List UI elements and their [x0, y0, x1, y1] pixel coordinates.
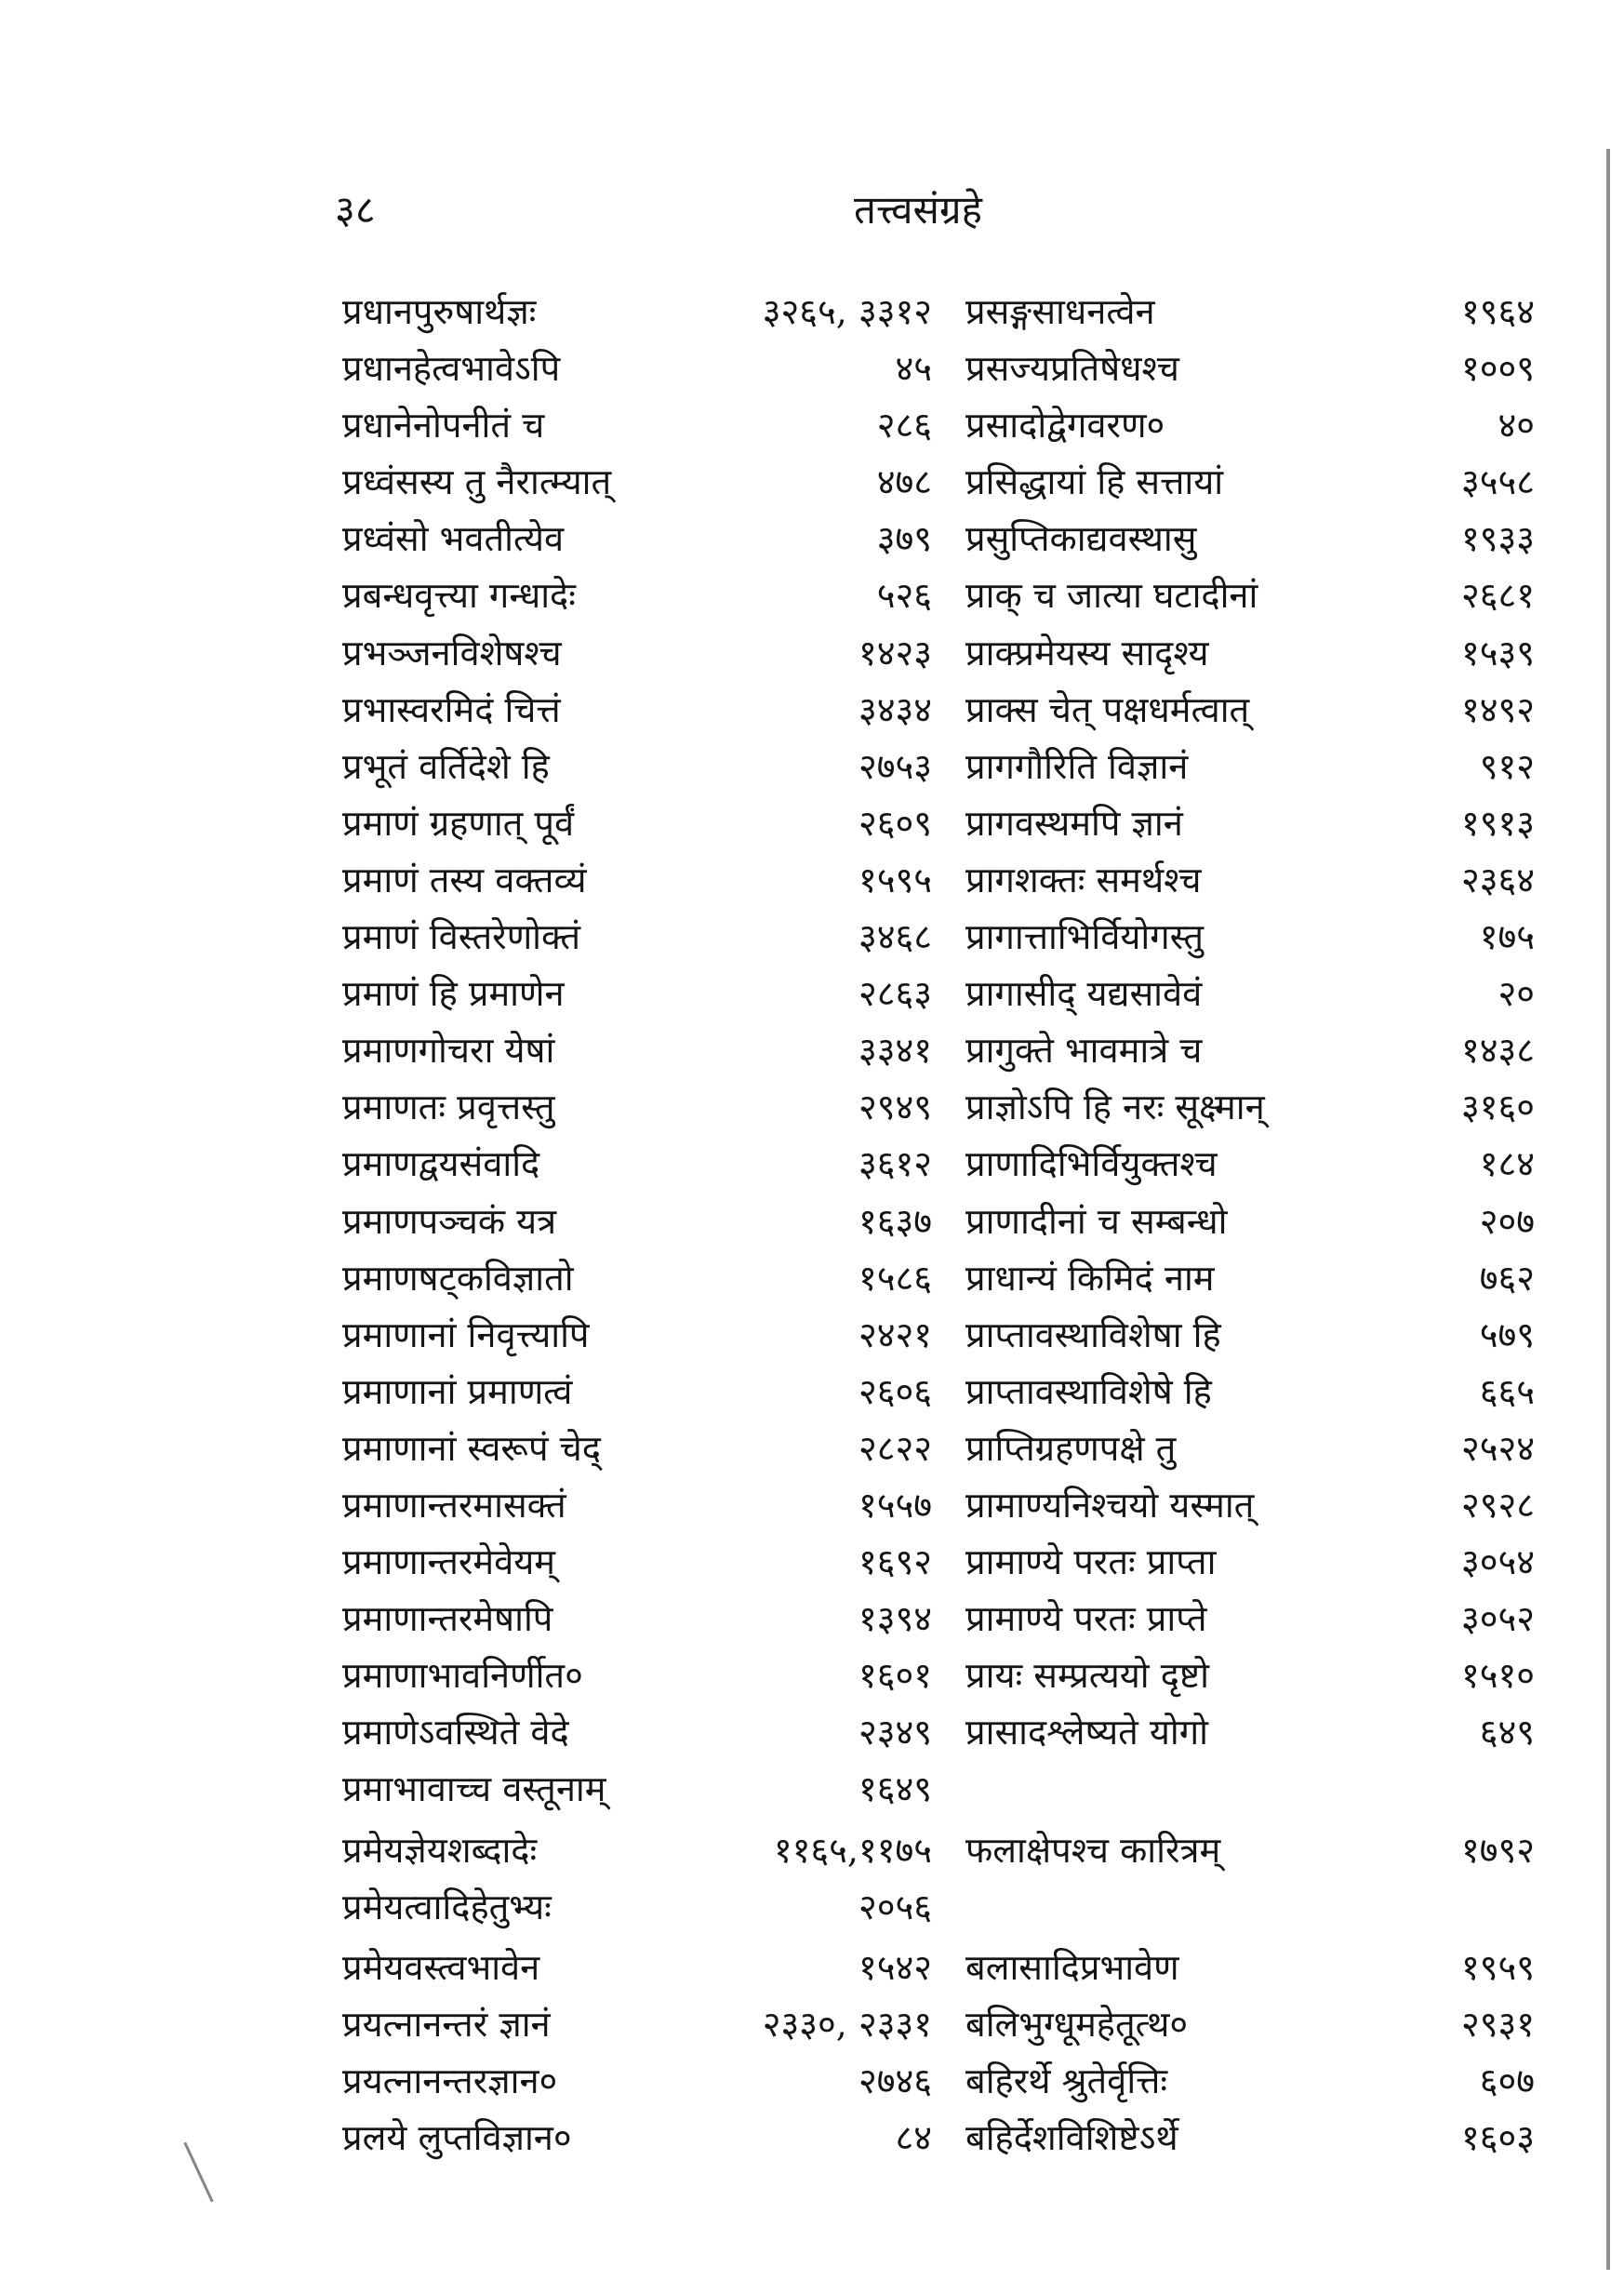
- entry-number-right: १७५: [1479, 916, 1535, 958]
- entry-term-right: प्रागगौरिति विज्ञानं: [965, 745, 1189, 787]
- entry-term-left: प्रमाणान्तरमासक्तं: [342, 1484, 566, 1526]
- entry-number-right: १६०३: [1460, 2117, 1535, 2158]
- index-row: [0, 1996, 1624, 2053]
- entry-term-right: प्राप्तावस्थाविशेषा हि: [965, 1313, 1221, 1355]
- index-row: [0, 1591, 1624, 1647]
- entry-term-right: प्रसज्यप्रतिषेधश्च: [965, 348, 1179, 390]
- entry-term-left: प्रमाणान्तरमेषापि: [342, 1598, 553, 1640]
- index-row: [0, 852, 1624, 909]
- entry-number-left: १५९५: [858, 859, 932, 900]
- index-row: [0, 1822, 1624, 1879]
- entry-term-left: प्रमाणं तस्य वक्तव्यं: [342, 859, 587, 900]
- entry-number-left: १३९४: [858, 1598, 932, 1640]
- entry-term-left: प्रमेयज्ञेयशब्दादेः: [342, 1829, 538, 1871]
- entry-number-right: १९१३: [1460, 802, 1535, 844]
- entry-number-left: ३४३४: [858, 688, 932, 730]
- entry-number-right: ६४९: [1479, 1712, 1535, 1753]
- entry-number-right: १५३९: [1460, 632, 1535, 673]
- entry-number-left: १४२३: [858, 632, 932, 673]
- entry-term-right: प्रसादोद्वेगवरण०: [965, 405, 1165, 447]
- entry-number-right: १४३८: [1460, 1030, 1535, 1072]
- entry-term-left: प्रबन्धवृत्त्या गन्धादेः: [342, 575, 576, 617]
- index-row: [0, 567, 1624, 624]
- entry-term-left: प्रमाभावाच्च वस्तूनाम्: [342, 1768, 606, 1810]
- entry-term-right: प्राप्तिग्रहणपक्षे तु: [965, 1427, 1177, 1469]
- entry-term-right: प्रागात्ताभिर्वियोगस्तु: [965, 916, 1205, 958]
- entry-term-right: प्राणादिभिर्वियुक्तश्च: [965, 1143, 1218, 1185]
- entry-term-left: प्रभञ्जनविशेषश्च: [342, 632, 562, 673]
- entry-number-left: ११६५,११७५: [773, 1829, 932, 1871]
- entry-term-right: बहिरर्थे श्रुतेर्वृत्तिः: [965, 2060, 1168, 2101]
- entry-term-right: प्रामाण्ये परतः प्राप्ता: [965, 1541, 1217, 1583]
- index-row: [0, 1879, 1624, 1936]
- entry-term-left: प्रधानेनोपनीतं च: [342, 405, 545, 447]
- entry-number-left: २०५६: [858, 1886, 932, 1927]
- entry-number-right: १८४: [1479, 1143, 1535, 1185]
- entry-term-left: प्रमाणषट्कविज्ञातो: [342, 1257, 574, 1299]
- index-row: [0, 1250, 1624, 1307]
- entry-term-right: प्रामाण्ये परतः प्राप्ते: [965, 1598, 1207, 1640]
- entry-term-left: प्रभास्वरमिदं चित्तं: [342, 688, 561, 730]
- entry-number-left: २३३०, २३३१: [762, 2003, 932, 2045]
- index-row: [0, 682, 1624, 739]
- entry-number-left: ३३४१: [858, 1030, 932, 1072]
- entry-term-left: प्रभूतं वर्तिदेशे हि: [342, 745, 550, 787]
- entry-term-right: बलासादिप्रभावेण: [965, 1946, 1179, 1988]
- entry-term-right: प्रसिद्धायां हि सत्तायां: [965, 461, 1224, 503]
- entry-term-right: प्राक्स चेत् पक्षधर्मत्वात्: [965, 688, 1250, 730]
- index-row: [0, 1761, 1624, 1818]
- entry-term-right: बहिर्देशविशिष्टेऽर्थे: [965, 2117, 1178, 2158]
- entry-number-left: ८४: [895, 2117, 932, 2158]
- entry-term-left: प्रयत्नानन्तरं ज्ञानं: [342, 2003, 551, 2045]
- entry-number-left: १६३७: [858, 1200, 932, 1242]
- page-header: [0, 182, 1624, 247]
- entry-number-left: ३६१२: [858, 1143, 932, 1185]
- entry-term-right: प्राज्ञोऽपि हि नरः सूक्ष्मान्: [965, 1087, 1265, 1128]
- index-row: [0, 1940, 1624, 1996]
- entry-number-right: १४९२: [1460, 688, 1535, 730]
- entry-term-left: प्रधानहेत्वभावेऽपि: [342, 348, 561, 390]
- entry-term-right: फलाक्षेपश्च कारित्रम्: [965, 1829, 1221, 1871]
- index-row: [0, 1534, 1624, 1591]
- entry-term-right: बलिभुग्धूमहेतूत्थ०: [965, 2003, 1189, 2045]
- entry-number-left: २३४९: [858, 1712, 932, 1753]
- entry-number-right: ६०७: [1479, 2060, 1535, 2101]
- entry-term-left: प्रध्वंसो भवतीत्येव: [342, 518, 565, 560]
- index-row: [0, 454, 1624, 511]
- entry-number-left: २९४९: [858, 1087, 932, 1128]
- index-row: [0, 795, 1624, 852]
- entry-number-right: ३०५४: [1460, 1541, 1535, 1583]
- entry-term-left: प्रमेयत्वादिहेतुभ्यः: [342, 1886, 552, 1927]
- entry-number-right: ३१६०: [1460, 1087, 1535, 1128]
- scan-mark: [1606, 149, 1610, 2270]
- entry-term-right: प्रागासीद् यद्यसावेवं: [965, 973, 1203, 1015]
- entry-number-right: १७९२: [1460, 1829, 1535, 1871]
- entry-term-right: प्राणादीनां च सम्बन्धो: [965, 1200, 1228, 1242]
- entry-number-left: १५८६: [858, 1257, 932, 1299]
- index-row: [0, 739, 1624, 795]
- entry-number-left: १५४२: [858, 1946, 932, 1988]
- index-row: [0, 625, 1624, 682]
- index-row: [0, 2053, 1624, 2110]
- running-title: तत्त्वसंग्रहे: [854, 187, 982, 233]
- entry-number-right: १९५९: [1460, 1946, 1535, 1988]
- entry-term-left: प्रमाणं हि प्रमाणेन: [342, 973, 565, 1015]
- entry-term-left: प्रमाणगोचरा येषां: [342, 1030, 555, 1072]
- entry-number-right: २०७: [1479, 1200, 1535, 1242]
- entry-number-left: ३४६८: [858, 916, 932, 958]
- index-row: [0, 340, 1624, 397]
- entry-number-right: २६८१: [1460, 575, 1535, 617]
- entry-number-right: ३०५२: [1460, 1598, 1535, 1640]
- entry-term-right: प्रसङ्गसाधनत्वेन: [965, 291, 1155, 332]
- entry-number-left: २८६३: [858, 973, 932, 1015]
- index-row: [0, 1193, 1624, 1250]
- entry-number-left: १५५७: [858, 1484, 932, 1526]
- entry-term-right: प्रागुक्ते भावमात्रे च: [965, 1030, 1203, 1072]
- entry-number-left: ३२६५, ३३१२: [762, 291, 932, 332]
- entry-term-right: प्रागवस्थमपि ज्ञानं: [965, 802, 1183, 844]
- entry-term-left: प्रमाणेऽवस्थिते वेदे: [342, 1712, 569, 1753]
- entry-term-right: प्राक्प्रमेयस्य सादृश्य: [965, 632, 1209, 673]
- entry-number-right: १५१०: [1460, 1655, 1535, 1697]
- index-row: [0, 1307, 1624, 1364]
- index-row: [0, 397, 1624, 454]
- entry-number-right: ४०: [1498, 405, 1535, 447]
- entry-number-left: २६०९: [858, 802, 932, 844]
- entry-number-right: १००९: [1460, 348, 1535, 390]
- index-row: [0, 909, 1624, 966]
- index-row: [0, 966, 1624, 1022]
- entry-number-right: ६६५: [1479, 1370, 1535, 1412]
- index-row: [0, 1079, 1624, 1136]
- entry-term-left: प्रमाणं विस्तरेणोक्तं: [342, 916, 581, 958]
- entry-number-right: ५७९: [1479, 1313, 1535, 1355]
- entry-term-left: प्रमाणतः प्रवृत्तस्तु: [342, 1087, 555, 1128]
- entry-term-left: प्रमाणाभावनिर्णीत०: [342, 1655, 583, 1697]
- entry-term-left: प्रधानपुरुषार्थज्ञः: [342, 291, 537, 332]
- entry-term-left: प्रयत्नानन्तरज्ञान०: [342, 2060, 558, 2101]
- entry-number-right: २३६४: [1460, 859, 1535, 900]
- entry-number-right: २०: [1498, 973, 1535, 1015]
- entry-term-left: प्रमेयवस्त्वभावेन: [342, 1946, 540, 1988]
- index-row: [0, 2110, 1624, 2167]
- entry-number-left: २८२२: [858, 1427, 932, 1469]
- entry-term-right: प्रामाण्यनिश्चयो यस्मात्: [965, 1484, 1255, 1526]
- index-row: [0, 1704, 1624, 1761]
- index-row: [0, 511, 1624, 567]
- entry-number-right: ७६२: [1479, 1257, 1535, 1299]
- entry-term-right: प्राप्तावस्थाविशेषे हि: [965, 1370, 1212, 1412]
- entry-number-left: १६९२: [858, 1541, 932, 1583]
- index-row: [0, 1420, 1624, 1477]
- entry-term-left: प्रमाणान्तरमेवेयम्: [342, 1541, 556, 1583]
- page-number: ३८: [335, 187, 376, 233]
- entry-number-right: १९६४: [1460, 291, 1535, 332]
- entry-term-left: प्रमाणानां निवृत्त्यापि: [342, 1313, 590, 1355]
- index-row: [0, 1022, 1624, 1079]
- entry-number-right: ३५५८: [1460, 461, 1535, 503]
- entry-number-left: ५२६: [876, 575, 932, 617]
- entry-number-left: १६४९: [858, 1768, 932, 1810]
- entry-term-right: प्रसुप्तिकाद्यवस्थासु: [965, 518, 1197, 560]
- entry-term-right: प्रागशक्तः समर्थश्च: [965, 859, 1202, 900]
- entry-term-left: प्रध्वंसस्य तु नैरात्म्यात्: [342, 461, 612, 503]
- entry-term-left: प्रमाणपञ्चकं यत्र: [342, 1200, 557, 1242]
- index-row: [0, 1647, 1624, 1704]
- index-row: [0, 1136, 1624, 1193]
- entry-number-left: ४७८: [876, 461, 932, 503]
- entry-term-right: प्राधान्यं किमिदं नाम: [965, 1257, 1215, 1299]
- entry-number-left: १६०१: [858, 1655, 932, 1697]
- entry-number-right: १९३३: [1460, 518, 1535, 560]
- entry-term-left: प्रलये लुप्तविज्ञान०: [342, 2117, 572, 2158]
- entry-number-left: २८६: [876, 405, 932, 447]
- entry-term-right: प्रायः सम्प्रत्ययो दृष्टो: [965, 1655, 1209, 1697]
- entry-number-left: ४५: [895, 348, 932, 390]
- entry-term-left: प्रमाणानां प्रमाणत्वं: [342, 1370, 573, 1412]
- entry-term-left: प्रमाणानां स्वरूपं चेद्: [342, 1427, 601, 1469]
- entry-term-right: प्राक् च जात्या घटादीनां: [965, 575, 1258, 617]
- index-row: [0, 1477, 1624, 1534]
- entry-term-left: प्रमाणं ग्रहणात् पूर्वं: [342, 802, 575, 844]
- entry-number-left: २६०६: [858, 1370, 932, 1412]
- entry-term-right: प्रासादश्लेष्यते योगो: [965, 1712, 1208, 1753]
- index-row: [0, 284, 1624, 340]
- entry-number-left: २४२१: [858, 1313, 932, 1355]
- entry-number-right: २९३१: [1460, 2003, 1535, 2045]
- entry-number-right: २५२४: [1460, 1427, 1535, 1469]
- entry-number-right: २९२८: [1460, 1484, 1535, 1526]
- entry-number-left: ३७९: [876, 518, 932, 560]
- entry-number-right: ९१२: [1479, 745, 1535, 787]
- entry-term-left: प्रमाणद्वयसंवादि: [342, 1143, 540, 1185]
- index-row: [0, 1364, 1624, 1420]
- entry-number-left: २७५३: [858, 745, 932, 787]
- index-list: [0, 284, 1624, 2167]
- entry-number-left: २७४६: [858, 2060, 932, 2101]
